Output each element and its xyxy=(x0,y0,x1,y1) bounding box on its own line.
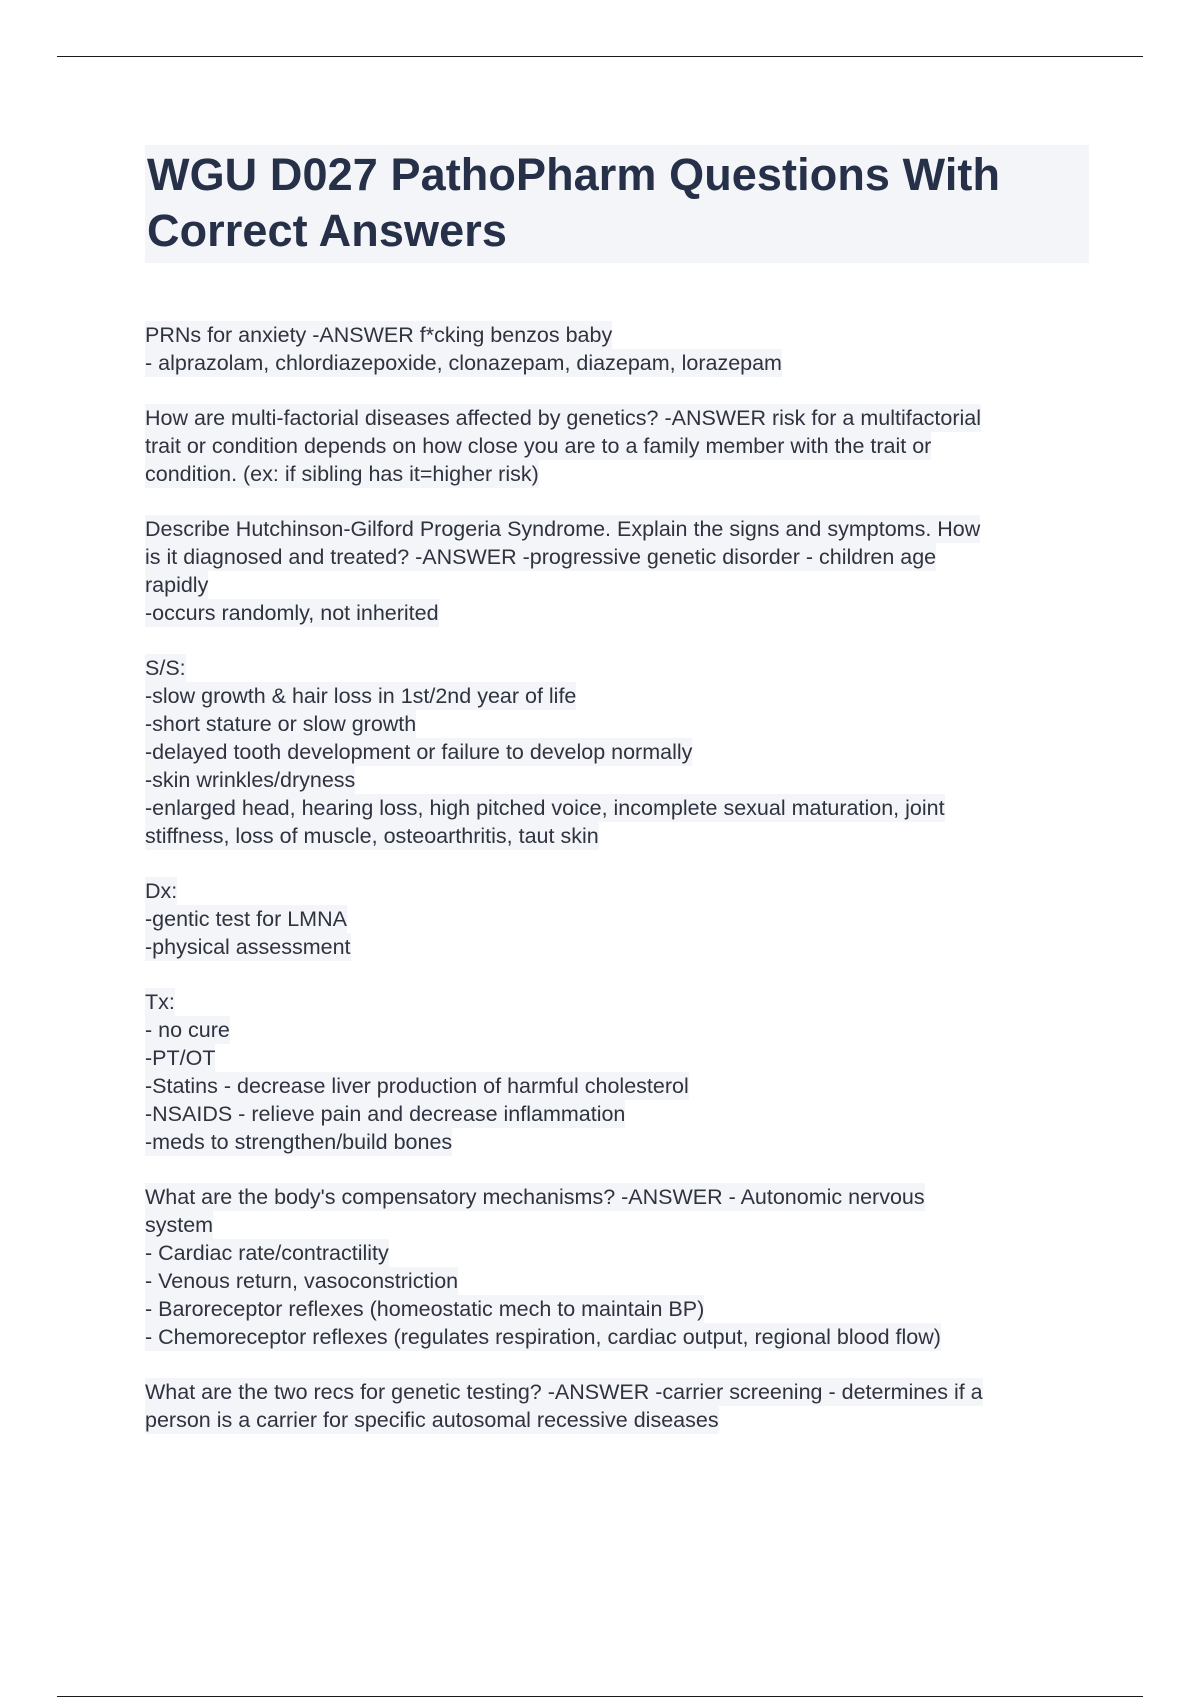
qa-list xyxy=(145,321,1089,1434)
qa-line: -Statins - decrease liver production of harmful cholesterol xyxy=(145,1074,689,1098)
qa-block xyxy=(145,404,1089,488)
qa-line: - Venous return, vasoconstriction xyxy=(145,1269,459,1293)
qa-line: system xyxy=(145,1213,214,1237)
title-block xyxy=(145,145,1089,263)
qa-line: -slow growth & hair loss in 1st/2nd year of life xyxy=(145,684,577,708)
qa-line: PRNs for anxiety -ANSWER f*cking benzos baby xyxy=(145,323,613,347)
qa-line: - Chemoreceptor reflexes (regulates respiration, cardiac output, regional blood flow) xyxy=(145,1325,941,1349)
qa-line: Describe Hutchinson-Gilford Progeria Syndrome. Explain the signs and symptoms. How xyxy=(145,517,981,541)
footer-rule xyxy=(57,1696,1143,1697)
qa-line: -short stature or slow growth xyxy=(145,712,417,736)
qa-line: Tx: xyxy=(145,990,175,1014)
qa-block xyxy=(145,654,1089,850)
qa-line: - no cure xyxy=(145,1018,230,1042)
qa-line: What are the two recs for genetic testing? -ANSWER -carrier screening - determines if a xyxy=(145,1380,983,1404)
qa-line: - alprazolam, chlordiazepoxide, clonazepam, diazepam, lorazepam xyxy=(145,351,782,375)
qa-line: - Baroreceptor reflexes (homeostatic mech to maintain BP) xyxy=(145,1297,705,1321)
qa-line: Dx: xyxy=(145,879,178,903)
qa-line: S/S: xyxy=(145,656,186,680)
qa-line: -physical assessment xyxy=(145,935,351,959)
qa-line: -enlarged head, hearing loss, high pitched voice, incomplete sexual maturation, joint xyxy=(145,796,945,820)
qa-line: -NSAIDS - relieve pain and decrease inflammation xyxy=(145,1102,626,1126)
document-page xyxy=(145,145,1089,1461)
qa-line: -gentic test for LMNA xyxy=(145,907,347,931)
qa-line: condition. (ex: if sibling has it=higher risk) xyxy=(145,462,539,486)
qa-line: - Cardiac rate/contractility xyxy=(145,1241,389,1265)
qa-block xyxy=(145,515,1089,627)
qa-line: -PT/OT xyxy=(145,1046,216,1070)
header-rule xyxy=(57,56,1143,57)
qa-line: trait or condition depends on how close you are to a family member with the trait or xyxy=(145,434,932,458)
qa-line: -occurs randomly, not inherited xyxy=(145,601,439,625)
qa-block xyxy=(145,988,1089,1156)
qa-line: How are multi-factorial diseases affected by genetics? -ANSWER risk for a multifactorial xyxy=(145,406,982,430)
qa-line: -delayed tooth development or failure to develop normally xyxy=(145,740,693,764)
qa-line: -skin wrinkles/dryness xyxy=(145,768,356,792)
qa-block xyxy=(145,321,1089,377)
qa-block xyxy=(145,877,1089,961)
qa-block xyxy=(145,1378,1089,1434)
qa-line: rapidly xyxy=(145,573,209,597)
qa-line: -meds to strengthen/build bones xyxy=(145,1130,453,1154)
document-title: WGU D027 PathoPharm Questions With Correct Answers xyxy=(147,149,1001,256)
qa-line: is it diagnosed and treated? -ANSWER -progressive genetic disorder - children age xyxy=(145,545,937,569)
qa-line: person is a carrier for specific autosomal recessive diseases xyxy=(145,1408,719,1432)
qa-block xyxy=(145,1183,1089,1351)
qa-line: stiffness, loss of muscle, osteoarthritis, taut skin xyxy=(145,824,599,848)
qa-line: What are the body's compensatory mechanisms? -ANSWER - Autonomic nervous xyxy=(145,1185,925,1209)
